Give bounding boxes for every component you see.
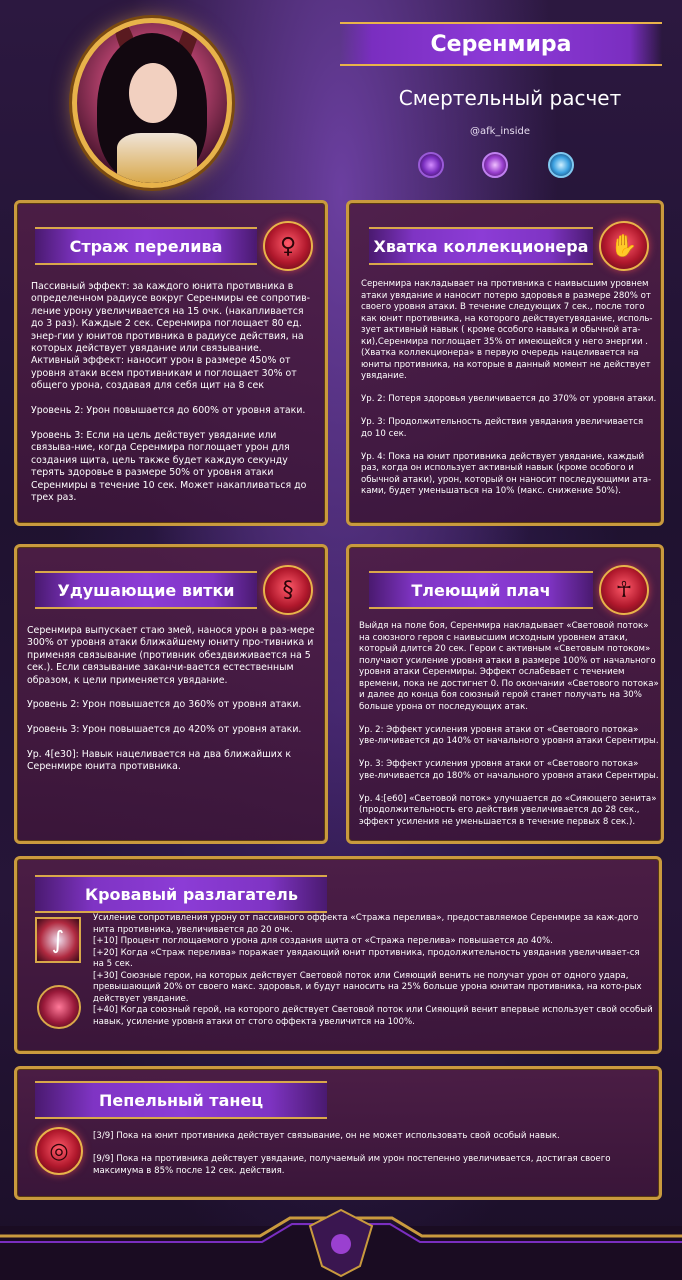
furniture-name: Пепельный танец [99,1090,264,1110]
coiled-ring-icon: ◎ [35,1127,83,1175]
skill-name: Тлеющий плач [411,580,551,600]
author-handle: @afk_inside [469,126,531,137]
skill-description: Серенмира накладывает на противника с наивысшим уровнем атаки увядание и наносит потерю здоровья в размере 280% от своего уровня атаки. В течение следующих 7 сек., после того как юнит противника, на которого действуетувядание, исполь-зует активный навык ( кроме особого навыка и обычной ата-ки),Серенмира поглощает 35% от имеющейся у него энергии . (Хватка коллекционера» в первую очередь нацеливается на юниты противника, на которые в данный момент не действует увядание. Ур. 2: Потеря здоровья увеличивается до 370% от уровня атаки. Ур. 3: Продолжительность действия увядания увеличивается до 10 сек. Ур. 4: Пока на юнит противника действует увядание, каждый раз, когда он использует активный навык (кроме особого и обычной атаки), урон, который он наносит последующими ата-ками, будет уменьшаться на 10% (макс. снижение 50%). [361,279,657,497]
faction-icon [418,152,444,178]
skill-banner [369,571,593,609]
serpent-woman-icon: ♀ [263,221,313,271]
signature-name: Кровавый разлагатель [85,884,298,904]
furniture-description: [3/9] Пока на юнит противника действует связывание, он не может использовать свой особый навык. [9/9] Пока на противника действует увядание, получаемый им урон постепенно увеличивается, достигая своего максимума в 85% после 12 сек. действия. [93,1131,611,1176]
skill-panel-1 [14,200,328,526]
signature-item-panel [14,856,662,1054]
type-icon [548,152,574,178]
skill-description: Серенмира выпускает стаю змей, нанося урон в раз-мере 300% от уровня атаки ближайшему юниту про-тивника и применяя связывание (противник обездвиживается на 5 сек.). Если связывание заканчи-вается естественным образом, к цели применяется увядание. Уровень 2: Урон повышается до 360% от уровня атаки. Уровень 3: Урон повышается до 420% от уровня атаки. Ур. 4[e30]: Навык нацеливается на два ближайших к Серенмире юнита противника. [27,625,315,773]
weeping-figure-icon: ☥ [599,565,649,615]
skill-name: Страж перелива [69,236,223,256]
skill-panel-4 [346,544,664,844]
skill-name: Удушающие витки [57,580,235,600]
skill-description: Пассивный эффект: за каждого юнита противника в определенном радиусе вокруг Серенмиры ее сопротив-ление урону увеличивается на 15 очк. (накапливается до 3 раз). Каждые 2 сек. Серенмира поглощает 80 ед. энер-гии у юнитов противника в радиусе действия, на которых действует увядание или связывание. Активный эффект: наносит урон в размере 450% от уровня атаки всем противникам и поглощает 30% от общего урона, создавая для себя щит на 8 сек Уровень 2: Урон повышается до 600% от уровня атаки. Уровень 3: Если на цель действует увядание или связыва-ние, когда Серенмира поглощает урон для создания щита, цель также будет каждую секунду терять здоровье в размере 50% от уровня атаки Серенмиры в течение 10 сек. Может накапливаться до трех раз. [31,281,311,503]
skill-banner [369,227,593,265]
furniture-banner [35,1081,327,1119]
signature-description: Усиление сопротивления урону от пассивного оффекта «Стража перелива», предоставляемое Серенмире за каж-дого нита противника, увеличивается до 20 очк. [+10] Процент поглощаемого урона для создания щита от «Стража перелива» повышается до 40%. [+20] Когда «Страж перелива» поражает увядающий юнит противника, продолжительность увядания увеличивает-ся на 5 сек. [+30] Союзные герои, на которых действует Световой поток или Сияющий венить не получат урон от одного удара, превышающий 20% от своего макс. здоровья, и будут наносить на 25% больше урона юнитам противника, на кото-рых действует увядание. [+40] Когда союзный герой, на которого действует Световой поток или Сияющий венит впервые использует свой особый навык, усиление уровня атаки от стого оффекта увеличится на 100%. [93,913,653,1027]
skill-panel-3 [14,544,328,844]
demon-portrait-icon [37,985,81,1029]
skill-banner [35,571,257,609]
footer-ornament [0,1206,682,1280]
skill-banner [35,227,257,265]
grasp-icon: ✋ [599,221,649,271]
hero-name-banner [340,22,662,66]
class-icon [482,152,508,178]
hero-portrait [72,18,232,188]
hero-name: Серенмира [430,31,572,57]
furniture-panel [14,1066,662,1200]
coil-icon: § [263,565,313,615]
skill-panel-2 [346,200,664,526]
hero-title: Смертельный расчет [398,86,622,110]
skill-name: Хватка коллекционера [373,236,589,256]
serpent-sigil-icon: ∫ [35,917,81,963]
signature-banner [35,875,327,913]
skill-description: Выйдя на поле боя, Серенмира накладывает «Световой поток» на союзного героя с наивысшим исходным уровнем атаки, который длится 20 сек. Герои с активным «Световым потоком» получают усиление уровня атаки в размере 100% от начального уровня атаки Серенмиры. Эффект ослабевает с течением времени, пока не достигнет 0. По окончании «Светового потока» и далее до конца боя союзный герой станет получать на 30% больше урона от последующих атак. Ур. 2: Эффект усиления уровня атаки от «Светового потока» уве-личивается до 140% от начального уровня атаки Серентиры. Ур. 3: Эффект усиления уровня атаки от «Светового потока» уве-личивается до 180% от начального уровня атаки Серентиры. Ур. 4:[e60] «Световой поток» улучшается до «Сияющего зенита» (продолжительность его действия увеличивается до 28 сек., эффект усиления не уменьшается в течение первых 8 сек.). [359,621,659,827]
